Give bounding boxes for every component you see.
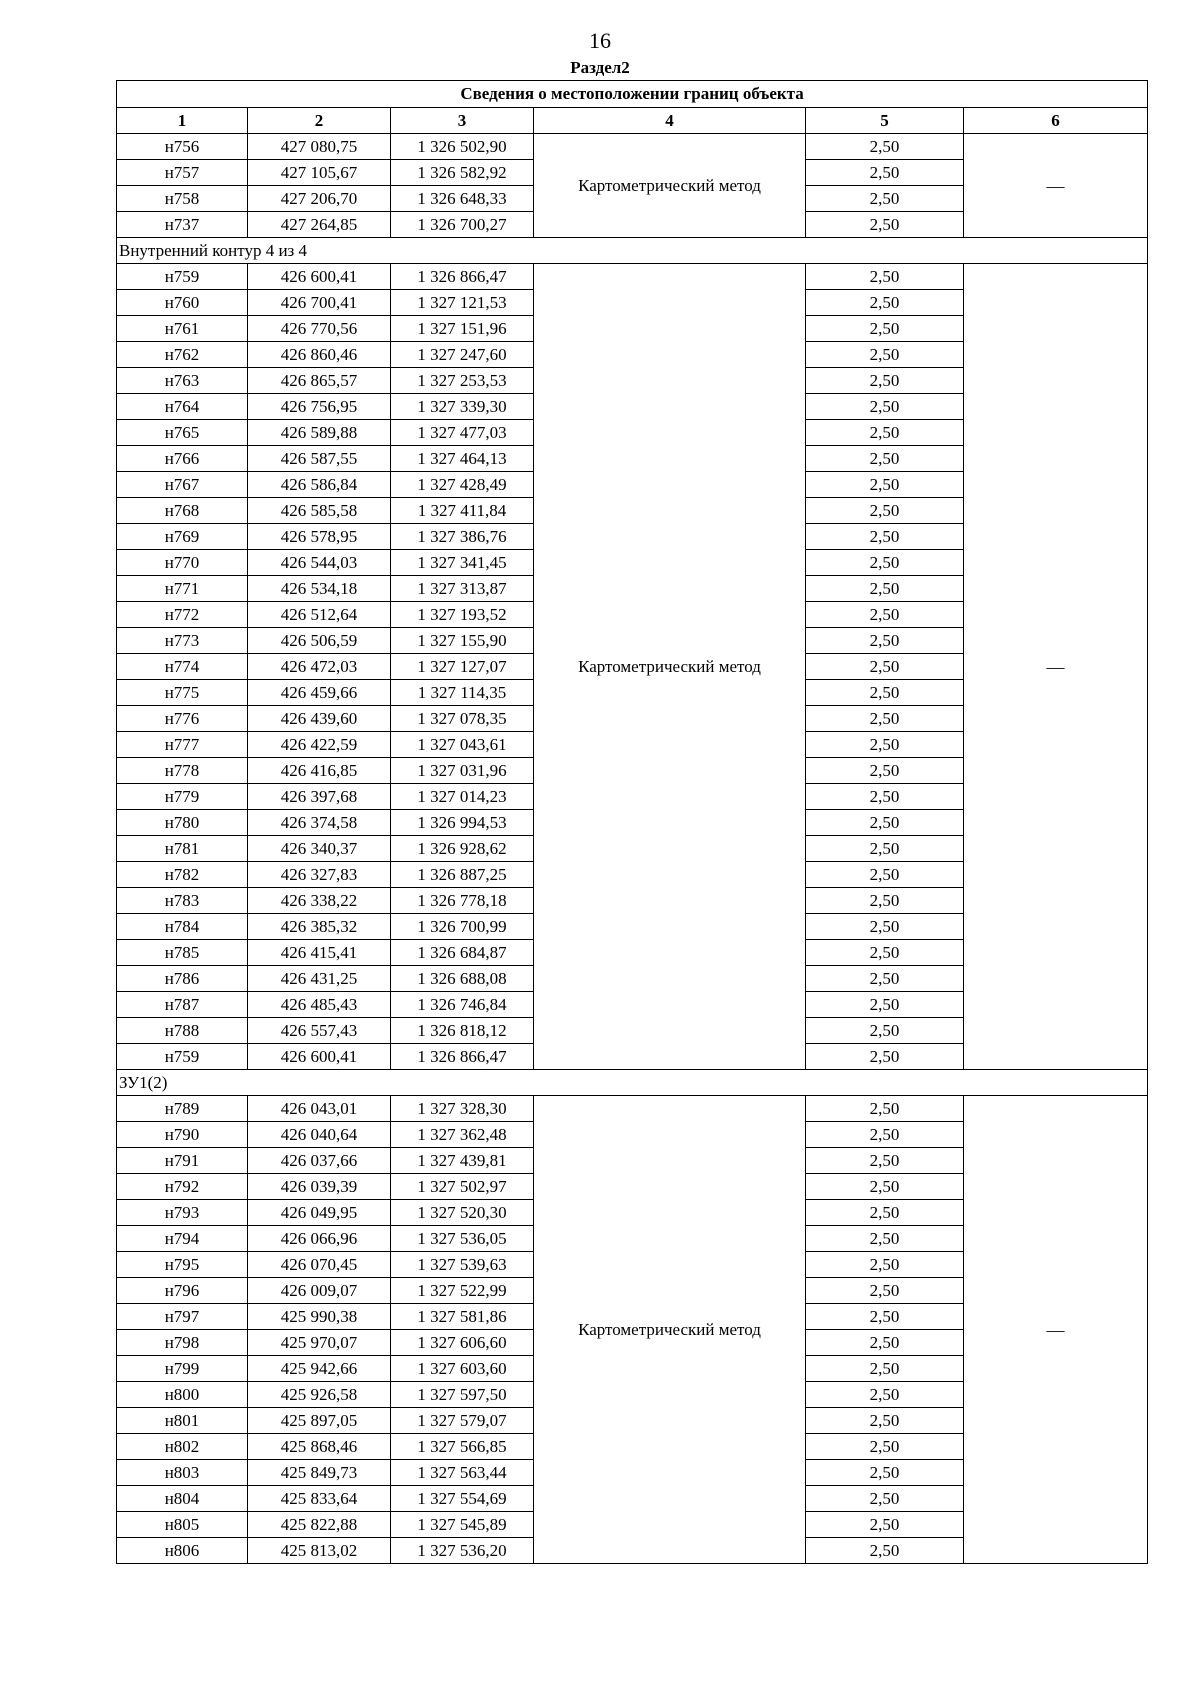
x-coordinate-cell: 426 700,41	[248, 290, 391, 316]
x-coordinate-cell: 426 037,66	[248, 1148, 391, 1174]
y-coordinate-cell: 1 327 341,45	[391, 550, 534, 576]
precision-cell: 2,50	[806, 368, 964, 394]
y-coordinate-cell: 1 326 818,12	[391, 1018, 534, 1044]
precision-cell: 2,50	[806, 446, 964, 472]
x-coordinate-cell: 426 600,41	[248, 264, 391, 290]
point-id-cell: н763	[117, 368, 248, 394]
precision-cell: 2,50	[806, 914, 964, 940]
column-header-6: 6	[964, 108, 1148, 134]
x-coordinate-cell: 426 009,07	[248, 1278, 391, 1304]
precision-cell: 2,50	[806, 1356, 964, 1382]
point-id-cell: н764	[117, 394, 248, 420]
precision-cell: 2,50	[806, 264, 964, 290]
precision-cell: 2,50	[806, 1304, 964, 1330]
point-id-cell: н804	[117, 1486, 248, 1512]
point-id-cell: н795	[117, 1252, 248, 1278]
x-coordinate-cell: 426 415,41	[248, 940, 391, 966]
x-coordinate-cell: 426 049,95	[248, 1200, 391, 1226]
y-coordinate-cell: 1 327 386,76	[391, 524, 534, 550]
precision-cell: 2,50	[806, 1486, 964, 1512]
x-coordinate-cell: 426 040,64	[248, 1122, 391, 1148]
x-coordinate-cell: 426 600,41	[248, 1044, 391, 1070]
point-id-cell: н758	[117, 186, 248, 212]
precision-cell: 2,50	[806, 1200, 964, 1226]
x-coordinate-cell: 426 472,03	[248, 654, 391, 680]
x-coordinate-cell: 426 374,58	[248, 810, 391, 836]
x-coordinate-cell: 426 043,01	[248, 1096, 391, 1122]
point-id-cell: н769	[117, 524, 248, 550]
group-label: Внутренний контур 4 из 4	[117, 238, 1148, 264]
column-header-1: 1	[117, 108, 248, 134]
y-coordinate-cell: 1 326 684,87	[391, 940, 534, 966]
point-id-cell: н770	[117, 550, 248, 576]
column-header-3: 3	[391, 108, 534, 134]
x-coordinate-cell: 426 506,59	[248, 628, 391, 654]
precision-cell: 2,50	[806, 524, 964, 550]
x-coordinate-cell: 425 822,88	[248, 1512, 391, 1538]
y-coordinate-cell: 1 326 866,47	[391, 1044, 534, 1070]
precision-cell: 2,50	[806, 1044, 964, 1070]
y-coordinate-cell: 1 327 411,84	[391, 498, 534, 524]
y-coordinate-cell: 1 326 778,18	[391, 888, 534, 914]
precision-cell: 2,50	[806, 160, 964, 186]
y-coordinate-cell: 1 326 582,92	[391, 160, 534, 186]
precision-cell: 2,50	[806, 992, 964, 1018]
y-coordinate-cell: 1 327 522,99	[391, 1278, 534, 1304]
column-header-2: 2	[248, 108, 391, 134]
point-id-cell: н784	[117, 914, 248, 940]
point-id-cell: н756	[117, 134, 248, 160]
y-coordinate-cell: 1 327 043,61	[391, 732, 534, 758]
precision-cell: 2,50	[806, 472, 964, 498]
point-id-cell: н806	[117, 1538, 248, 1564]
y-coordinate-cell: 1 326 994,53	[391, 810, 534, 836]
point-id-cell: н802	[117, 1434, 248, 1460]
y-coordinate-cell: 1 327 581,86	[391, 1304, 534, 1330]
page-number: 16	[589, 28, 611, 53]
point-id-cell: н776	[117, 706, 248, 732]
x-coordinate-cell: 426 385,32	[248, 914, 391, 940]
y-coordinate-cell: 1 326 688,08	[391, 966, 534, 992]
column-6-cell: —	[964, 264, 1148, 1070]
x-coordinate-cell: 426 578,95	[248, 524, 391, 550]
point-id-cell: н777	[117, 732, 248, 758]
precision-cell: 2,50	[806, 758, 964, 784]
point-id-cell: н773	[117, 628, 248, 654]
point-id-cell: н761	[117, 316, 248, 342]
precision-cell: 2,50	[806, 862, 964, 888]
point-id-cell: н798	[117, 1330, 248, 1356]
x-coordinate-cell: 425 942,66	[248, 1356, 391, 1382]
y-coordinate-cell: 1 327 439,81	[391, 1148, 534, 1174]
x-coordinate-cell: 426 585,58	[248, 498, 391, 524]
x-coordinate-cell: 426 070,45	[248, 1252, 391, 1278]
point-id-cell: н759	[117, 1044, 248, 1070]
y-coordinate-cell: 1 326 887,25	[391, 862, 534, 888]
point-id-cell: н781	[117, 836, 248, 862]
precision-cell: 2,50	[806, 550, 964, 576]
x-coordinate-cell: 426 431,25	[248, 966, 391, 992]
x-coordinate-cell: 425 849,73	[248, 1460, 391, 1486]
table-body	[117, 134, 1148, 1564]
point-id-cell: н800	[117, 1382, 248, 1408]
precision-cell: 2,50	[806, 290, 964, 316]
y-coordinate-cell: 1 327 554,69	[391, 1486, 534, 1512]
point-id-cell: н791	[117, 1148, 248, 1174]
x-coordinate-cell: 426 860,46	[248, 342, 391, 368]
x-coordinate-cell: 426 485,43	[248, 992, 391, 1018]
x-coordinate-cell: 427 105,67	[248, 160, 391, 186]
group-label-row	[117, 238, 1148, 264]
point-id-cell: н801	[117, 1408, 248, 1434]
section-label: Раздел2	[570, 58, 630, 77]
point-id-cell: н789	[117, 1096, 248, 1122]
x-coordinate-cell: 426 397,68	[248, 784, 391, 810]
x-coordinate-cell: 426 544,03	[248, 550, 391, 576]
y-coordinate-cell: 1 327 603,60	[391, 1356, 534, 1382]
point-id-cell: н794	[117, 1226, 248, 1252]
y-coordinate-cell: 1 327 313,87	[391, 576, 534, 602]
y-coordinate-cell: 1 327 464,13	[391, 446, 534, 472]
y-coordinate-cell: 1 327 193,52	[391, 602, 534, 628]
point-id-cell: н767	[117, 472, 248, 498]
point-id-cell: н760	[117, 290, 248, 316]
x-coordinate-cell: 426 459,66	[248, 680, 391, 706]
x-coordinate-cell: 425 813,02	[248, 1538, 391, 1564]
y-coordinate-cell: 1 327 155,90	[391, 628, 534, 654]
precision-cell: 2,50	[806, 628, 964, 654]
precision-cell: 2,50	[806, 732, 964, 758]
y-coordinate-cell: 1 327 579,07	[391, 1408, 534, 1434]
method-cell: Картометрический метод	[534, 264, 806, 1070]
precision-cell: 2,50	[806, 576, 964, 602]
column-6-cell: —	[964, 134, 1148, 238]
y-coordinate-cell: 1 326 502,90	[391, 134, 534, 160]
precision-cell: 2,50	[806, 810, 964, 836]
y-coordinate-cell: 1 327 339,30	[391, 394, 534, 420]
column-header-row	[117, 108, 1148, 134]
point-id-cell: н737	[117, 212, 248, 238]
y-coordinate-cell: 1 327 606,60	[391, 1330, 534, 1356]
precision-cell: 2,50	[806, 1174, 964, 1200]
point-id-cell: н786	[117, 966, 248, 992]
precision-cell: 2,50	[806, 1018, 964, 1044]
point-id-cell: н768	[117, 498, 248, 524]
y-coordinate-cell: 1 327 253,53	[391, 368, 534, 394]
x-coordinate-cell: 426 557,43	[248, 1018, 391, 1044]
x-coordinate-cell: 426 865,57	[248, 368, 391, 394]
point-id-cell: н757	[117, 160, 248, 186]
precision-cell: 2,50	[806, 316, 964, 342]
y-coordinate-cell: 1 327 328,30	[391, 1096, 534, 1122]
precision-cell: 2,50	[806, 1278, 964, 1304]
y-coordinate-cell: 1 327 536,05	[391, 1226, 534, 1252]
x-coordinate-cell: 426 066,96	[248, 1226, 391, 1252]
table-row	[117, 264, 1148, 290]
point-id-cell: н762	[117, 342, 248, 368]
precision-cell: 2,50	[806, 394, 964, 420]
group-label-row	[117, 1070, 1148, 1096]
y-coordinate-cell: 1 327 362,48	[391, 1122, 534, 1148]
x-coordinate-cell: 426 439,60	[248, 706, 391, 732]
y-coordinate-cell: 1 327 031,96	[391, 758, 534, 784]
y-coordinate-cell: 1 327 545,89	[391, 1512, 534, 1538]
point-id-cell: н787	[117, 992, 248, 1018]
y-coordinate-cell: 1 327 477,03	[391, 420, 534, 446]
precision-cell: 2,50	[806, 888, 964, 914]
point-id-cell: н793	[117, 1200, 248, 1226]
precision-cell: 2,50	[806, 1122, 964, 1148]
precision-cell: 2,50	[806, 186, 964, 212]
x-coordinate-cell: 426 589,88	[248, 420, 391, 446]
column-header-4: 4	[534, 108, 806, 134]
precision-cell: 2,50	[806, 1330, 964, 1356]
point-id-cell: н759	[117, 264, 248, 290]
x-coordinate-cell: 426 416,85	[248, 758, 391, 784]
y-coordinate-cell: 1 326 700,99	[391, 914, 534, 940]
precision-cell: 2,50	[806, 680, 964, 706]
y-coordinate-cell: 1 327 502,97	[391, 1174, 534, 1200]
x-coordinate-cell: 427 080,75	[248, 134, 391, 160]
y-coordinate-cell: 1 326 746,84	[391, 992, 534, 1018]
y-coordinate-cell: 1 327 127,07	[391, 654, 534, 680]
x-coordinate-cell: 426 327,83	[248, 862, 391, 888]
x-coordinate-cell: 425 868,46	[248, 1434, 391, 1460]
precision-cell: 2,50	[806, 1434, 964, 1460]
x-coordinate-cell: 426 770,56	[248, 316, 391, 342]
precision-cell: 2,50	[806, 134, 964, 160]
point-id-cell: н792	[117, 1174, 248, 1200]
x-coordinate-cell: 425 970,07	[248, 1330, 391, 1356]
y-coordinate-cell: 1 327 520,30	[391, 1200, 534, 1226]
column-6-cell: —	[964, 1096, 1148, 1564]
y-coordinate-cell: 1 327 539,63	[391, 1252, 534, 1278]
x-coordinate-cell: 425 926,58	[248, 1382, 391, 1408]
precision-cell: 2,50	[806, 654, 964, 680]
point-id-cell: н775	[117, 680, 248, 706]
point-id-cell: н771	[117, 576, 248, 602]
point-id-cell: н796	[117, 1278, 248, 1304]
x-coordinate-cell: 426 039,39	[248, 1174, 391, 1200]
precision-cell: 2,50	[806, 1460, 964, 1486]
y-coordinate-cell: 1 327 014,23	[391, 784, 534, 810]
precision-cell: 2,50	[806, 706, 964, 732]
y-coordinate-cell: 1 327 078,35	[391, 706, 534, 732]
point-id-cell: н772	[117, 602, 248, 628]
precision-cell: 2,50	[806, 212, 964, 238]
point-id-cell: н765	[117, 420, 248, 446]
x-coordinate-cell: 426 534,18	[248, 576, 391, 602]
table-title: Сведения о местоположении границ объекта	[117, 81, 1148, 108]
y-coordinate-cell: 1 327 121,53	[391, 290, 534, 316]
precision-cell: 2,50	[806, 1408, 964, 1434]
precision-cell: 2,50	[806, 1382, 964, 1408]
method-cell: Картометрический метод	[534, 134, 806, 238]
y-coordinate-cell: 1 326 928,62	[391, 836, 534, 862]
y-coordinate-cell: 1 327 151,96	[391, 316, 534, 342]
point-id-cell: н766	[117, 446, 248, 472]
x-coordinate-cell: 425 833,64	[248, 1486, 391, 1512]
point-id-cell: н778	[117, 758, 248, 784]
x-coordinate-cell: 427 264,85	[248, 212, 391, 238]
method-cell: Картометрический метод	[534, 1096, 806, 1564]
y-coordinate-cell: 1 327 114,35	[391, 680, 534, 706]
precision-cell: 2,50	[806, 1252, 964, 1278]
point-id-cell: н799	[117, 1356, 248, 1382]
precision-cell: 2,50	[806, 1512, 964, 1538]
y-coordinate-cell: 1 327 247,60	[391, 342, 534, 368]
precision-cell: 2,50	[806, 1148, 964, 1174]
point-id-cell: н774	[117, 654, 248, 680]
x-coordinate-cell: 426 340,37	[248, 836, 391, 862]
precision-cell: 2,50	[806, 342, 964, 368]
point-id-cell: н783	[117, 888, 248, 914]
boundary-coordinates-table	[116, 80, 1148, 1564]
point-id-cell: н780	[117, 810, 248, 836]
y-coordinate-cell: 1 326 700,27	[391, 212, 534, 238]
precision-cell: 2,50	[806, 420, 964, 446]
table-row	[117, 1096, 1148, 1122]
y-coordinate-cell: 1 327 536,20	[391, 1538, 534, 1564]
precision-cell: 2,50	[806, 966, 964, 992]
column-header-5: 5	[806, 108, 964, 134]
x-coordinate-cell: 427 206,70	[248, 186, 391, 212]
point-id-cell: н785	[117, 940, 248, 966]
x-coordinate-cell: 426 586,84	[248, 472, 391, 498]
precision-cell: 2,50	[806, 602, 964, 628]
precision-cell: 2,50	[806, 1538, 964, 1564]
precision-cell: 2,50	[806, 498, 964, 524]
point-id-cell: н805	[117, 1512, 248, 1538]
precision-cell: 2,50	[806, 1096, 964, 1122]
precision-cell: 2,50	[806, 1226, 964, 1252]
y-coordinate-cell: 1 327 566,85	[391, 1434, 534, 1460]
table-row	[117, 134, 1148, 160]
precision-cell: 2,50	[806, 784, 964, 810]
point-id-cell: н797	[117, 1304, 248, 1330]
y-coordinate-cell: 1 327 428,49	[391, 472, 534, 498]
x-coordinate-cell: 426 587,55	[248, 446, 391, 472]
point-id-cell: н782	[117, 862, 248, 888]
precision-cell: 2,50	[806, 940, 964, 966]
y-coordinate-cell: 1 327 563,44	[391, 1460, 534, 1486]
y-coordinate-cell: 1 326 866,47	[391, 264, 534, 290]
x-coordinate-cell: 426 512,64	[248, 602, 391, 628]
y-coordinate-cell: 1 327 597,50	[391, 1382, 534, 1408]
point-id-cell: н803	[117, 1460, 248, 1486]
point-id-cell: н779	[117, 784, 248, 810]
point-id-cell: н790	[117, 1122, 248, 1148]
table-caption-row	[117, 81, 1148, 108]
x-coordinate-cell: 426 422,59	[248, 732, 391, 758]
x-coordinate-cell: 426 756,95	[248, 394, 391, 420]
point-id-cell: н788	[117, 1018, 248, 1044]
y-coordinate-cell: 1 326 648,33	[391, 186, 534, 212]
group-label: ЗУ1(2)	[117, 1070, 1148, 1096]
precision-cell: 2,50	[806, 836, 964, 862]
x-coordinate-cell: 425 897,05	[248, 1408, 391, 1434]
x-coordinate-cell: 425 990,38	[248, 1304, 391, 1330]
x-coordinate-cell: 426 338,22	[248, 888, 391, 914]
